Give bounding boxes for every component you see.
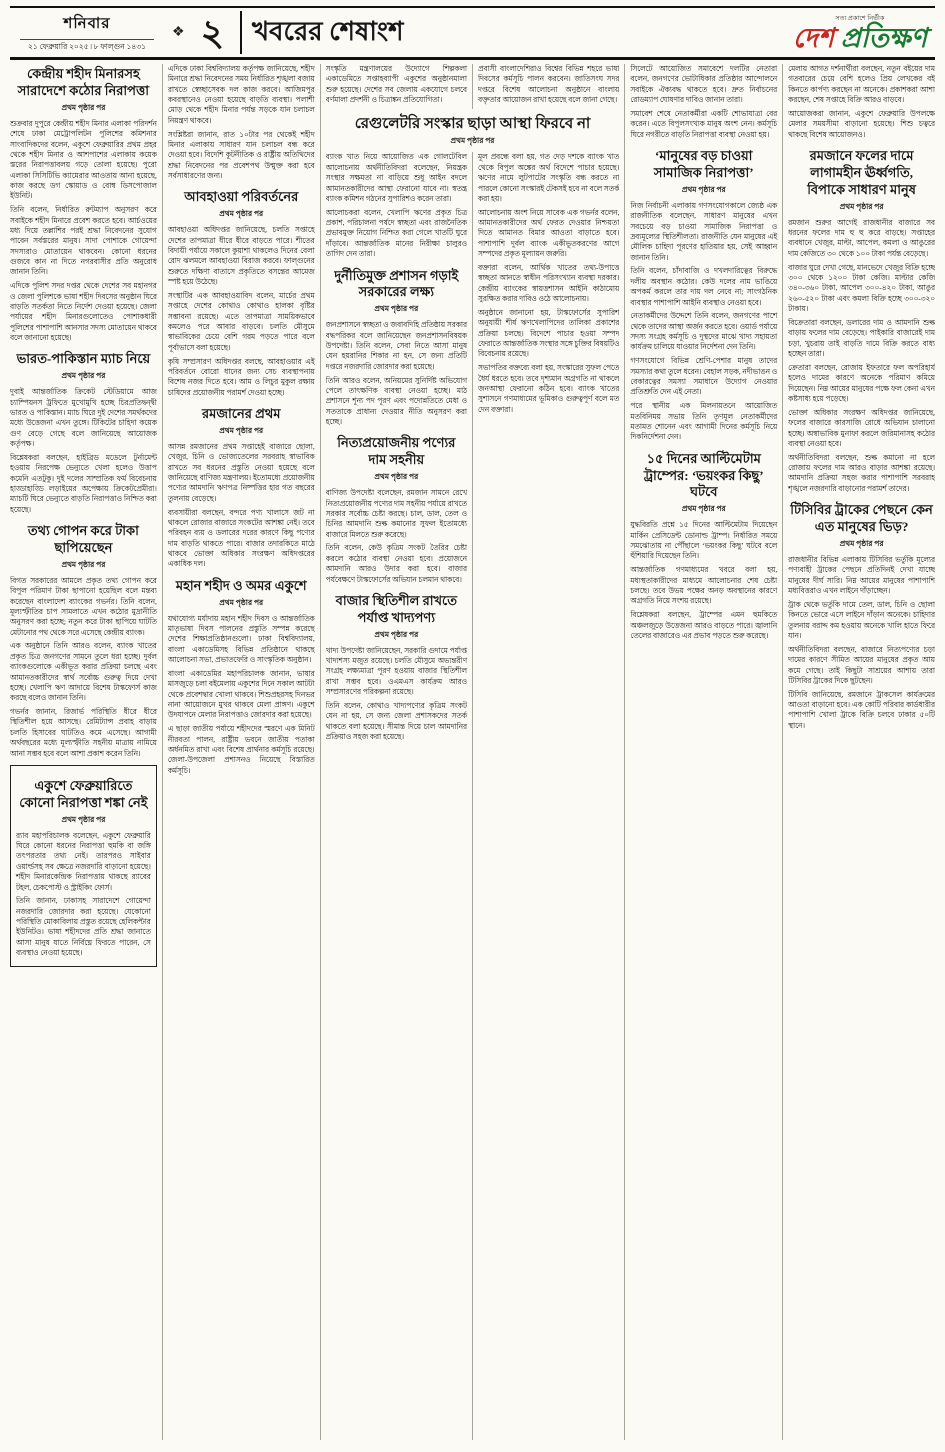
continued-from-page-one-label: প্রথম পৃষ্ঠার পর [374,472,419,482]
masthead [793,13,933,52]
day-label: শনিবার [63,15,111,32]
article-headline: ভারত-পাকিস্তান ম্যাচ নিয়ে [16,351,151,367]
continued-from-page-one-label: প্রথম পৃষ্ঠার পর [219,597,264,607]
article-paragraph: কৃষি সম্প্রসারণ অধিদপ্তর বলছে, আবহাওয়ার এই পরিবর্তনে বোরো ধানের জন্য সেচ ব্যবস্থাপনায় বিশেষ নজর দিতে হবে। আম ও লিচুর মুকুল রক্ষায় চাষিদের প্রয়োজনীয় পরামর্শ দেওয়া হচ্ছে। [167,356,315,397]
article [630,451,777,642]
article-paragraph: ব্যাংক খাত নিয়ে আয়োজিত এক গোলটেবিল আলোচনায় অর্থনীতিবিদরা বলেছেন, নিয়ন্ত্রক সংস্থার সক্ষমতা না বাড়িয়ে শুধু আইন বদলে আমানতকারীদের আস্থা ফেরানো যাবে না। স্বতন্ত্র ব্যাংক কমিশন গঠনের সুপারিশও করেন তারা। [325,152,467,203]
article [788,148,935,494]
date-line: ২১ ফেব্রুয়ারি ২০২৫ ৷ ৮ ফাল্গুন ১৪৩১ [27,41,147,51]
date-divider [20,39,154,40]
article-paragraph: আবহাওয়া অধিদপ্তর জানিয়েছে, চলতি সপ্তাহে দেশের তাপমাত্রা ধীরে ধীরে বাড়তে পারে। শীতের বিদায়ী পর্যায়ে সকালে কুয়াশা থাকলেও দিনের বেলা রোদ ঝলমলে আবহাওয়া বিরাজ করবে। ফাল্গুনের শুরুতে দক্ষিণা বাতাসে প্রকৃতিতে বসন্তের আমেজ স্পষ্ট হয়ে উঠেছে। [167,225,315,287]
article-paragraph: আন্তর্জাতিক গণমাধ্যমের খবরে বলা হয়, মধ্যস্থতাকারীদের মাধ্যমে আলোচনার শেষ চেষ্টা চলছে। তবে উভয় পক্ষের অনড় অবস্থানের কারণে অগ্রগতি নিয়ে সংশয় রয়েছে। [630,565,778,606]
group-bottom-row [326,152,620,1440]
article-paragraph: বিশ্লেষকরা বলছেন, হাইব্রিড মডেলে টুর্নামেন্ট হওয়ায় নিরপেক্ষ ভেন্যুতে খেলা হলেও উত্তাপ কমেনি এতটুকু। দুই দলের সাম্প্রতিক ফর্ম বিবেচনায় হাড্ডাহাড্ডি লড়াইয়ের অপেক্ষায় ক্রিকেটপ্রেমীরা। ম্যাচটি ঘিরে ভেন্যুতে বাড়তি নিরাপত্তাও নিশ্চিত করা হয়েছে। [10,452,157,514]
news-column-group [321,64,626,1440]
article [788,64,935,140]
article-paragraph: এদিকে ঢাকা বিশ্ববিদ্যালয় কর্তৃপক্ষ জানিয়েছে, শহীদ মিনারে শ্রদ্ধা নিবেদনের সময় নির্ধারিত শৃঙ্খলা বজায় রাখতে স্বেচ্ছাসেবক দল কাজ করবে। আজিমপুর কবরস্থানেও নেওয়া হয়েছে বাড়তি ব্যবস্থা। পলাশী মোড় থেকে শহীদ মিনার পর্যন্ত সড়কে যান চলাচল নিয়ন্ত্রণ থাকবে। [167,64,315,125]
article-paragraph: সংস্কৃতি মন্ত্রণালয়ের উদ্যোগে শিল্পকলা একাডেমিতে সপ্তাহব্যাপী একুশের অনুষ্ঠানমালা শুরু হয়েছে। দেশের সব জেলায় একযোগে চলবে বর্ণমালা প্রদর্শনী ও চিত্রাঙ্কন প্রতিযোগিতা। [325,64,467,105]
article-headline: রমজানের প্রথম [201,406,281,422]
continued-from-page-one-label: প্রথম পৃষ্ঠার পর [839,538,884,548]
masthead-tagline: সত্য প্রকাশে নির্ভীক [835,15,885,22]
news-column [163,64,321,1440]
article-paragraph: প্রবাসী বাংলাদেশিরাও বিশ্বের বিভিন্ন শহরে ভাষা দিবসের কর্মসূচি পালন করবেন। জাতিসংঘ সদর দপ্তরে বিশেষ আলোচনা অনুষ্ঠানে বাংলায় বক্তৃতার আয়োজন রাখা হয়েছে বলে জানা গেছে। [478,64,620,105]
article-paragraph: মূল প্রবন্ধে বলা হয়, গত দেড় দশকে ব্যাংক খাত থেকে বিপুল অঙ্কের অর্থ বিদেশে পাচার হয়েছে। ঋণের নামে লুটপাটের সংস্কৃতি বন্ধ করতে না পারলে কোনো সংস্কারই টেকসই হবে না বলে সতর্ক করা হয়। [478,152,620,203]
continued-from-page-one-label: প্রথম পৃষ্ঠার পর [61,371,106,381]
article-paragraph: বিশ্লেষকরা বলছেন, ট্রাম্পের এমন হুমকিতে অঞ্চলজুড়ে উত্তেজনা আরও বাড়তে পারে। জ্বালানি তেলের বাজারেও এর প্রভাব পড়তে শুরু করেছে। [630,610,778,640]
continued-from-page-one-label: প্রথম পৃষ্ঠার পর [219,209,264,219]
article-paragraph: তিনি বলেন, নির্ধারিত রুটম্যাপ অনুসরণ করে সবাইকে শহীদ মিনারে প্রবেশ করতে হবে। আর্চওয়ের মধ্য দিয়ে তল্লাশির পরই শ্রদ্ধা নিবেদনের সুযোগ পাবেন সর্বস্তরের মানুষ। সাদা পোশাকে গোয়েন্দা সদস্যরাও মোতায়েন থাকবেন। কোনো ধরনের গুজবে কান না দিতে নগরবাসীর প্রতি অনুরোধ জানান তিনি। [10,205,157,277]
article-paragraph: বাণিজ্য উপদেষ্টা বলেছেন, রমজান সামনে রেখে নিত্যপ্রয়োজনীয় পণ্যের দাম সহনীয় পর্যায়ে রাখতে সরকার সর্বোচ্চ চেষ্টা করছে। চাল, ডাল, তেল ও চিনির আমদানি শুল্ক কমানোর সুফল ইতোমধ্যে বাজারে মিলতে শুরু করেছে। [325,488,467,539]
article-paragraph: জনপ্রশাসনে স্বচ্ছতা ও জবাবদিহি প্রতিষ্ঠায় সরকার বদ্ধপরিকর বলে জানিয়েছেন জনপ্রশাসনবিষয়ক উপদেষ্টা। তিনি বলেন, সেবা নিতে আসা মানুষ যেন হয়রানির শিকার না হন, সে জন্য প্রতিটি দপ্তরে নজরদারি জোরদার করা হয়েছে। [325,320,467,371]
article [326,64,467,105]
article-paragraph: অর্থনীতিবিদরা বলছেন, শুল্ক কমানো না হলে রোজায় ফলের দাম আরও বাড়ার আশঙ্কা রয়েছে। আমদানি প্রক্রিয়া সহজ করার পাশাপাশি সরবরাহ শৃঙ্খলে নজরদারি বাড়ানোর পরামর্শ তাদের। [788,452,935,493]
article-paragraph: তিনি আরও বলেন, অনিয়মের সুনির্দিষ্ট অভিযোগ পেলে তাৎক্ষণিক ব্যবস্থা নেওয়া হচ্ছে। মাঠ প্রশাসনে শূন্য পদ পূরণ এবং পদোন্নতিতে মেধা ও সততাকে প্রাধান্য দেওয়ার নীতি অনুসরণ করা হচ্ছে। [325,375,467,427]
article [10,66,157,343]
article [326,152,467,259]
article-headline: দুর্নীতিমুক্ত প্রশাসন গড়াই সরকারের লক্ষ্য [334,267,459,300]
article-paragraph: নেতাকর্মীদের উদ্দেশে তিনি বলেন, জনগণের পাশে থেকে তাদের আস্থা অর্জন করতে হবে। ওয়ার্ড পর্যায়ে সদস্য সংগ্রহ কর্মসূচি ও দুস্থদের মাঝে খাদ্য সহায়তা কার্যক্রম চালিয়ে যাওয়ার নির্দেশনা দেন তিনি। [630,311,778,352]
masthead-logo [793,25,927,52]
article [326,268,467,428]
continued-from-page-one-label: প্রথম পৃষ্ঠার পর [374,304,419,314]
article [10,351,157,515]
article-paragraph: তিনি বলেন, কোথাও খাদ্যপণ্যের কৃত্রিম সংকট যেন না হয়, সে জন্য জেলা প্রশাসকদের সতর্ক থাকতে বলা হয়েছে। সীমান্ত দিয়ে চাল আমদানির প্রক্রিয়াও সহজ করা হয়েছে। [325,701,467,742]
article-paragraph: সংশ্লিষ্টরা জানান, রাত ১০টার পর থেকেই শহীদ মিনার এলাকায় সাধারণ যান চলাচল বন্ধ করে দেওয়া হবে। বিদেশি কূটনীতিক ও রাষ্ট্রীয় অতিথিদের শ্রদ্ধা নিবেদনের পর প্রবেশপথ উন্মুক্ত করা হবে সর্বসাধারণের জন্য। [167,129,315,181]
article [10,765,157,967]
article-paragraph: আয়োজকরা জানান, একুশে ফেব্রুয়ারি উপলক্ষে মেলার সময়সীমা বাড়ানো হয়েছে। শিশু চত্বরে থাকছে বিশেষ আয়োজনও। [788,108,935,139]
article-paragraph: রাজধানীর বিভিন্ন এলাকায় টিসিবির ভর্তুকি মূল্যের পণ্যবাহী ট্রাকের পেছনে প্রতিদিনই দেখা যাচ্ছে মানুষের দীর্ঘ সারি। নিম্ন আয়ের মানুষের পাশাপাশি মধ্যবিত্তরাও এখন লাইনে দাঁড়াচ্ছেন। [788,554,935,596]
article [168,406,315,570]
page-number: ২ [200,12,224,53]
article-paragraph: যথাযোগ্য মর্যাদায় মহান শহীদ দিবস ও আন্তর্জাতিক মাতৃভাষা দিবস পালনের প্রস্তুতি সম্পন্ন করেছে দেশের শিক্ষাপ্রতিষ্ঠানগুলো। ঢাকা বিশ্ববিদ্যালয়, বাংলা একাডেমিসহ বিভিন্ন প্রতিষ্ঠানে থাকছে আলোচনা সভা, প্রভাতফেরি ও সাংস্কৃতিক অনুষ্ঠান। [167,613,315,665]
article-paragraph: বাজার ঘুরে দেখা গেছে, মানভেদে খেজুর বিক্রি হচ্ছে ৩০০ থেকে ১২০০ টাকা কেজি। মাল্টার কেজি ৩৪০-৩৬০ টাকা, আপেল ৩০০-৪২০ টাকা, আঙুর ২৬০-৫২০ টাকা এবং কমলা বিক্রি হচ্ছে ৩০০-৩২০ টাকায়। [788,262,935,314]
article-paragraph: আলোচকরা বলেন, খেলাপি ঋণের প্রকৃত চিত্র প্রকাশ, পরিচালনা পর্ষদে স্বচ্ছতা এবং রাজনৈতিক প্রভাবমুক্ত নিয়োগ নিশ্চিত করা গেলে খাতটি ঘুরে দাঁড়াবে। আন্তর্জাতিক মানের নিরীক্ষা চালুরও তাগিদ দেন তারা। [325,207,467,259]
header-divider [240,11,242,54]
article-paragraph: সমাবেশ শেষে নেতাকর্মীরা একটি শোভাযাত্রা বের করেন। এতে বিপুলসংখ্যক মানুষ অংশ নেন। কর্মসূচি ঘিরে নগরীতে বাড়তি নিরাপত্তা ব্যবস্থা নেওয়া হয়। [630,108,778,139]
continued-from-page-one-label: প্রথম পৃষ্ঠার পর [839,201,884,211]
spanning-article-headline: রেগুলেটরি সংস্কার ছাড়া আস্থা ফিরবে না [354,115,591,132]
article [326,435,467,585]
article [168,189,315,398]
continued-from-page-one-label: প্রথম পৃষ্ঠার পর [450,136,495,146]
news-column [10,64,163,1440]
article-paragraph: র‌্যাব মহাপরিচালক বলেছেন, একুশে ফেব্রুয়ারি ঘিরে কোনো ধরনের নিরাপত্তা হুমকি বা জঙ্গি তৎপরতার তথ্য নেই। তারপরও সাইবার ওয়ার্ল্ডসহ সব ক্ষেত্রে নজরদারি বাড়ানো হয়েছে। শহীদ মিনারকেন্দ্রিক নিরাপত্তায় থাকছে র‌্যাবের টহল, চেকপোস্ট ও স্ট্রাইকিং ফোর্স। [16,830,151,892]
article-paragraph: এ ছাড়া জাতীয় পর্যায়ে শহীদদের স্মরণে এক মিনিট নীরবতা পালন, রাষ্ট্রীয় ভবনে জাতীয় পতাকা অর্ধনমিত রাখা এবং বিশেষ প্রার্থনার কর্মসূচি রয়েছে। জেলা-উপজেলা প্রশাসনও নিয়েছে বিস্তারিত কর্মসূচি। [167,724,315,775]
news-column [326,152,473,1440]
ornament-icon: ❖ [172,25,185,40]
article-paragraph: টিসিবি জানিয়েছে, রমজানে ট্রাকসেল কার্যক্রমের আওতা বাড়ানো হবে। এক কোটি পরিবার কার্ডধারীর পাশাপাশি খোলা ট্রাকে বিক্রি চলবে ঢাকার ৫০টি স্থানে। [788,689,935,730]
article-paragraph: বক্তারা বলেন, আর্থিক খাতের তথ্য-উপাত্তে স্বচ্ছতা আনতে স্বাধীন পরিসংখ্যান ব্যবস্থা দরকার। কেন্দ্রীয় ব্যাংকের স্বায়ত্তশাসন আইনি কাঠামোয় সুরক্ষিত করার দাবিও ওঠে আলোচনায়। [478,263,620,304]
continued-from-page-one-label: প্রথম পৃষ্ঠার পর [681,184,726,194]
article [168,578,315,776]
article [478,64,619,105]
group-top-row [326,64,620,109]
continued-from-page-one-label: প্রথম পৃষ্ঠার পর [61,814,106,824]
article-paragraph: বাংলা একাডেমির মহাপরিচালক জানান, ভাষার মাসজুড়ে চলা বইমেলায় একুশের দিনে সকাল আটটা থেকে প্রবেশদ্বার খোলা থাকবে। শিশুপ্রহরসহ দিনভর নানা আয়োজনে মুখর থাকবে মেলা প্রাঙ্গণ। একুশে উদযাপনে মেলার নিরাপত্তাও জোরদার করা হয়েছে। [167,668,315,720]
continued-from-page-one-label: প্রথম পৃষ্ঠার পর [681,504,726,514]
article [478,152,619,415]
article-headline: ‘মানুষের বড় চাওয়া সামাজিক নিরাপত্তা’ [653,148,754,180]
article-paragraph: খাদ্য উপদেষ্টা জানিয়েছেন, সরকারি গুদামে পর্যাপ্ত খাদ্যশস্য মজুত রয়েছে। চলতি মৌসুমে অভ্যন্তরীণ সংগ্রহ লক্ষ্যমাত্রা পূরণ হওয়ায় বাজার স্থিতিশীল রাখা সম্ভব হবে। ওএমএস কার্যক্রম আরও সম্প্রসারণের পরিকল্পনা রয়েছে। [325,645,467,697]
article-paragraph: বিগত সরকারের আমলে প্রকৃত তথ্য গোপন করে বিপুল পরিমাণ টাকা ছাপানো হয়েছিল বলে মন্তব্য করেছেন বাংলাদেশ ব্যাংকের গভর্নর। তিনি বলেন, মূল্যস্ফীতির চাপ সামলাতে এখন কঠোর মুদ্রানীতি অনুসরণ করা হচ্ছে; নতুন করে টাকা ছাপিয়ে ঘাটতি মেটানোর পথ থেকে সরে এসেছে কেন্দ্রীয় ব্যাংক। [10,575,157,637]
article-paragraph: তিনি বলেন, চাঁদাবাজি ও দখলদারিত্বের বিরুদ্ধে দলীয় অবস্থান কঠোর। কেউ দলের নাম ভাঙিয়ে অপকর্ম করলে তার দায় দল নেবে না; সাংগঠনিক ব্যবস্থার পাশাপাশি আইনি ব্যবস্থাও নেওয়া হবে। [630,266,778,307]
article-paragraph: বিক্রেতারা বলছেন, ডলারের দাম ও আমদানি শুল্ক বাড়ায় ফলের দাম বেড়েছে। পাইকারি বাজারেই দাম চড়া, খুচরায় তাই বাড়তি দামে বিক্রি করতে বাধ্য হচ্ছেন তারা। [788,317,935,358]
page-header [10,6,935,60]
article-paragraph: সিলেটে আয়োজিত সমাবেশে দলটির নেতারা বলেন, জনগণের ভোটাধিকার প্রতিষ্ঠার আন্দোলনে সবাইকে ঐক্যবদ্ধ থাকতে হবে। দ্রুত নির্বাচনের রোডম্যাপ ঘোষণার দাবিও জানান তারা। [630,64,778,105]
article [168,64,315,181]
columns [10,64,935,1440]
date-block [12,12,162,54]
article-paragraph: এক অনুষ্ঠানে তিনি আরও বলেন, ব্যাংক খাতের প্রকৃত চিত্র জনগণের সামনে তুলে ধরা হচ্ছে। দুর্বল ব্যাংকগুলোকে একীভূত করার প্রক্রিয়া চলছে এবং আমানতকারীদের স্বার্থ সর্বোচ্চ গুরুত্ব দিয়ে দেখা হচ্ছে। খেলাপি ঋণ আদায়ে বিশেষ টাস্কফোর্স কাজ করছে বলেও জানান তিনি। [10,641,157,703]
continued-from-page-one-label: প্রথম পৃষ্ঠার পর [374,629,419,639]
article-headline: আবহাওয়া পরিবর্তনের [184,189,299,205]
continued-from-page-one-label: প্রথম পৃষ্ঠার পর [61,559,106,569]
masthead-word-1: দেশ [792,23,834,53]
news-column [326,64,473,109]
article-paragraph: নিজ নির্বাচনী এলাকায় গণসংযোগকালে জ্যেষ্ঠ এক রাজনীতিক বলেছেন, সাধারণ মানুষের এখন সবচেয়ে বড় চাওয়া সামাজিক নিরাপত্তা ও দ্রব্যমূল্যের স্থিতিশীলতা। রাজনীতি যেন মানুষের এই মৌলিক চাহিদা পূরণের হাতিয়ার হয়, সেই আহ্বান জানান তিনি। [630,200,778,262]
section-title: খবরের শেষাংশ [251,16,404,46]
article [788,502,935,731]
news-column [473,64,619,109]
continued-from-page-one-label: প্রথম পৃষ্ঠার পর [61,102,106,112]
continued-from-page-one-label: প্রথম পৃষ্ঠার পর [219,425,264,435]
article-paragraph: ব্যবসায়ীরা বলছেন, বন্দরে পণ্য খালাসে জট না থাকলে রোজার বাজারে সংকটের আশঙ্কা নেই। তবে পরিবহন ব্যয় ও ডলারের দরের কারণে কিছু পণ্যের দাম বাড়তি থাকতে পারে। বাজার তদারকিতে মাঠে থাকবে ভোক্তা অধিকার সংরক্ষণ অধিদপ্তরের একাধিক দল। [167,507,315,569]
article-paragraph: আসন্ন রমজানের প্রথম সপ্তাহেই বাজারে ছোলা, খেজুর, চিনি ও ভোজ্যতেলের সরবরাহ স্বাভাবিক রাখতে সব ধরনের প্রস্তুতি নেওয়া হয়েছে বলে জানিয়েছে বাণিজ্য মন্ত্রণালয়। ইতোমধ্যে প্রয়োজনীয় পণ্যের আমদানি ঋণপত্র নিষ্পত্তির হার গত বছরের তুলনায় বেড়েছে। [167,441,315,503]
news-column [783,64,935,1440]
article-paragraph: ভোক্তা অধিকার সংরক্ষণ অধিদপ্তর জানিয়েছে, ফলের বাজারে কারসাজি রোধে অভিযান চালানো হচ্ছে। অস্বাভাবিক মুনাফা করলে জরিমানাসহ কঠোর ব্যবস্থা নেওয়া হবে। [788,407,935,448]
article-paragraph: অর্থনীতিবিদরা বলছেন, বাজারে নিত্যপণ্যের চড়া দামের কারণে সীমিত আয়ের মানুষের প্রকৃত আয় কমে গেছে। তাই কিছুটা সাশ্রয়ের আশায় তারা টিসিবির ট্রাকের দিকে ছুটছেন। [788,644,935,685]
masthead-word-2: প্রতিক্ষণ [840,23,927,53]
article [630,148,777,443]
article-headline: ১৫ দিনের আল্টিমেটাম ট্রাম্পের: ‘ভয়ংকর কিছু’ ঘটবে [643,450,764,500]
article-paragraph: এদিকে পুলিশ সদর দপ্তর থেকে দেশের সব মহানগর ও জেলা পুলিশকে ভাষা শহীদ দিবসের অনুষ্ঠান ঘিরে বাড়তি সতর্কতা নিতে নির্দেশ দেওয়া হয়েছে। জেলা পর্যায়ের শহীদ মিনারগুলোতেও পোশাকধারী পুলিশের পাশাপাশি আনসার সদস্য মোতায়েন থাকবে বলে জানানো হয়েছে। [10,281,157,342]
article-paragraph: যুদ্ধবিরতি প্রশ্নে ১৫ দিনের আল্টিমেটাম দিয়েছেন মার্কিন প্রেসিডেন্ট ডোনাল্ড ট্রাম্প। নির্ধারিত সময়ে সমঝোতায় না পৌঁছালে ‘ভয়ংকর কিছু’ ঘটবে বলে হুঁশিয়ারি দিয়েছেন তিনি। [630,520,778,561]
article-headline: মহান শহীদ ও অমর একুশে [175,577,307,593]
article-headline: টিসিবির ট্রাকের পেছনে কেন এত মানুষের ভিড়? [790,502,933,535]
article-headline: বাজার স্থিতিশীল রাখতে পর্যাপ্ত খাদ্যপণ্য [335,592,458,625]
article-paragraph: সংস্থাটির এক আবহাওয়াবিদ বলেন, মার্চের প্রথম সপ্তাহে দেশের কোথাও কোথাও হালকা বৃষ্টির সম্ভাবনা রয়েছে। এতে তাপমাত্রা সাময়িকভাবে কমলেও পরে আবার বাড়বে। চলতি মৌসুমে স্বাভাবিকের চেয়ে বেশি গরম পড়তে পারে বলে পূর্বাভাসে বলা হয়েছে। [167,291,315,352]
article-paragraph: দুবাই আন্তর্জাতিক ক্রিকেট স্টেডিয়ামে আজ চ্যাম্পিয়নস ট্রফিতে মুখোমুখি হচ্ছে চিরপ্রতিদ্বন্দ্বী ভারত ও পাকিস্তান। ম্যাচ ঘিরে দুই দেশের সমর্থকদের মধ্যে উত্তেজনা এখন তুঙ্গে। টিকিটের চাহিদা কয়েক গুণ বেড়ে গেছে বলে জানিয়েছে আয়োজক কর্তৃপক্ষ। [10,387,157,449]
article-paragraph: তিনি বলেন, কেউ কৃত্রিম সংকট তৈরির চেষ্টা করলে কঠোর ব্যবস্থা নেওয়া হবে। প্রয়োজনে আমদানি আরও উদার করা হবে। বাজার পর্যবেক্ষণে টাস্কফোর্সের অভিযান চলমান থাকবে। [325,543,467,584]
article-headline: তথ্য গোপন করে টাকা ছাপিয়েছেন [27,523,139,555]
article-headline: একুশে ফেব্রুয়ারিতে কোনো নিরাপত্তা শঙ্কা নেই [19,777,148,810]
article-paragraph: মেলায় আগত দর্শনার্থীরা বলছেন, নতুন বইয়ের দাম গতবারের চেয়ে বেশি হলেও প্রিয় লেখকের বই কিনতে কার্পণ্য করছেন না অনেকে। প্রকাশকরা আশা করছেন, শেষ সপ্তাহে বিক্রি আরও বাড়বে। [788,64,935,105]
article [10,523,157,759]
article [326,593,467,743]
article-paragraph: সভাপতির বক্তব্যে বলা হয়, সংস্কারের সুফল পেতে ধৈর্য ধরতে হবে। তবে দৃশ্যমান অগ্রগতি না থাকলে জনআস্থা ফেরানো কঠিন হবে। ব্যাংক খাতের সুশাসনে গণমাধ্যমের ভূমিকাও গুরুত্বপূর্ণ বলে মত দেন বক্তারা। [478,363,620,414]
article-paragraph: গণসংযোগে বিভিন্ন শ্রেণি-পেশার মানুষ তাদের সমস্যার কথা তুলে ধরেন। বেহাল সড়ক, নদীভাঙন ও বেকারত্বের সমস্যা সমাধানে উদ্যোগ নেওয়ার প্রতিশ্রুতি দেন এই নেতা। [630,356,778,397]
article-paragraph: তিনি জানান, ঢাকাসহ সারাদেশে গোয়েন্দা নজরদারি জোরদার করা হয়েছে। যেকোনো পরিস্থিতি মোকাবিলায় প্রস্তুত রয়েছে হেলিকপ্টার ইউনিটও। ভাষা শহীদদের প্রতি শ্রদ্ধা জানাতে আসা মানুষ যাতে নির্বিঘ্নে ফিরতে পারেন, সে ব্যবস্থাও নেওয়া হয়েছে। [16,896,151,958]
article-paragraph: পরে স্থানীয় এক মিলনায়তনে আয়োজিত মতবিনিময় সভায় তিনি তৃণমূল নেতাকর্মীদের মতামত শোনেন এবং আগামী দিনের কর্মসূচি নিয়ে দিকনির্দেশনা দেন। [630,401,778,442]
article-paragraph: ক্রেতারা বলছেন, রোজায় ইফতারে ফল অপরিহার্য হলেও দামের কারণে অনেকে পরিমাণ কমিয়ে দিয়েছেন। নিম্ন আয়ের মানুষের পক্ষে ফল কেনা এখন কষ্টসাধ্য হয়ে পড়েছে। [788,362,935,403]
article-headline: রমজানে ফলের দামে লাগামহীন ঊর্ধ্বগতি, বিপাকে সাধারণ মানুষ [807,148,916,197]
article-headline: নিত্যপ্রয়োজনীয় পণ্যের দাম সহনীয় [337,435,456,468]
article-paragraph: আলোচনায় অংশ নিয়ে সাবেক এক গভর্নর বলেন, আমানতকারীদের অর্থ ফেরত দেওয়ার নিশ্চয়তা দিতে আমানত বিমার আওতা বাড়াতে হবে। পাশাপাশি দুর্বল ব্যাংক একীভূতকরণের আগে সম্পদের প্রকৃত মূল্যায়ন জরুরি। [478,207,620,259]
article-paragraph: অনুষ্ঠানে জানানো হয়, টাস্কফোর্সের সুপারিশ অনুযায়ী শীর্ষ ঋণখেলাপিদের তালিকা প্রকাশের প্রক্রিয়া চলছে। বিদেশে পাচার হওয়া সম্পদ ফেরাতে আন্তর্জাতিক সংস্থার সঙ্গে চুক্তির বিষয়টিও বিবেচনায় রয়েছে। [478,307,620,359]
news-column [625,64,783,1440]
article [630,64,777,140]
article-paragraph: গভর্নর জানান, রিজার্ভ পরিস্থিতি ধীরে ধীরে স্থিতিশীল হয়ে আসছে। রেমিট্যান্স প্রবাহ বাড়ায় চলতি হিসাবের ঘাটতিও কমে এসেছে। আগামী অর্থবছরের মধ্যে মূল্যস্ফীতি সহনীয় মাত্রায় নামিয়ে আনা সম্ভব হবে বলে আশা প্রকাশ করেন তিনি। [10,707,157,758]
news-column [473,152,619,1440]
article-paragraph: শুক্রবার দুপুরে কেন্দ্রীয় শহীদ মিনার এলাকা পরিদর্শন শেষে ঢাকা মেট্রোপলিটন পুলিশের কমিশনার সাংবাদিকদের বলেন, একুশে ফেব্রুয়ারির প্রথম প্রহর থেকে শহীদ মিনার ও আশপাশের এলাকায় কয়েক স্তরের নিরাপত্তাবলয় গড়ে তোলা হয়েছে। পুরো এলাকা সিসিটিভি ক্যামেরার আওতায় আনা হয়েছে, কাজ করছে ডগ স্কোয়াড ও বোম্ব ডিসপোজাল ইউনিট। [10,118,157,201]
article-paragraph: ট্রাক থেকে ভর্তুকি দামে তেল, ডাল, চিনি ও ছোলা কিনতে ভোরে এসে লাইনে দাঁড়ান অনেকে। চাহিদার তুলনায় বরাদ্দ কম হওয়ায় অনেকে খালি হাতে ফিরে যান। [788,599,935,640]
article-headline: কেন্দ্রীয় শহীদ মিনারসহ সারাদেশে কঠোর নিরাপত্তা [17,66,150,98]
article-paragraph: রমজান শুরুর আগেই রাজধানীর বাজারে সব ধরনের ফলের দাম হু হু করে বাড়ছে। সপ্তাহের ব্যবধানে খেজুর, মাল্টা, আপেল, কমলা ও আঙুরের দাম কেজিতে ৩০ থেকে ১০০ টাকা পর্যন্ত বেড়েছে। [788,217,935,258]
